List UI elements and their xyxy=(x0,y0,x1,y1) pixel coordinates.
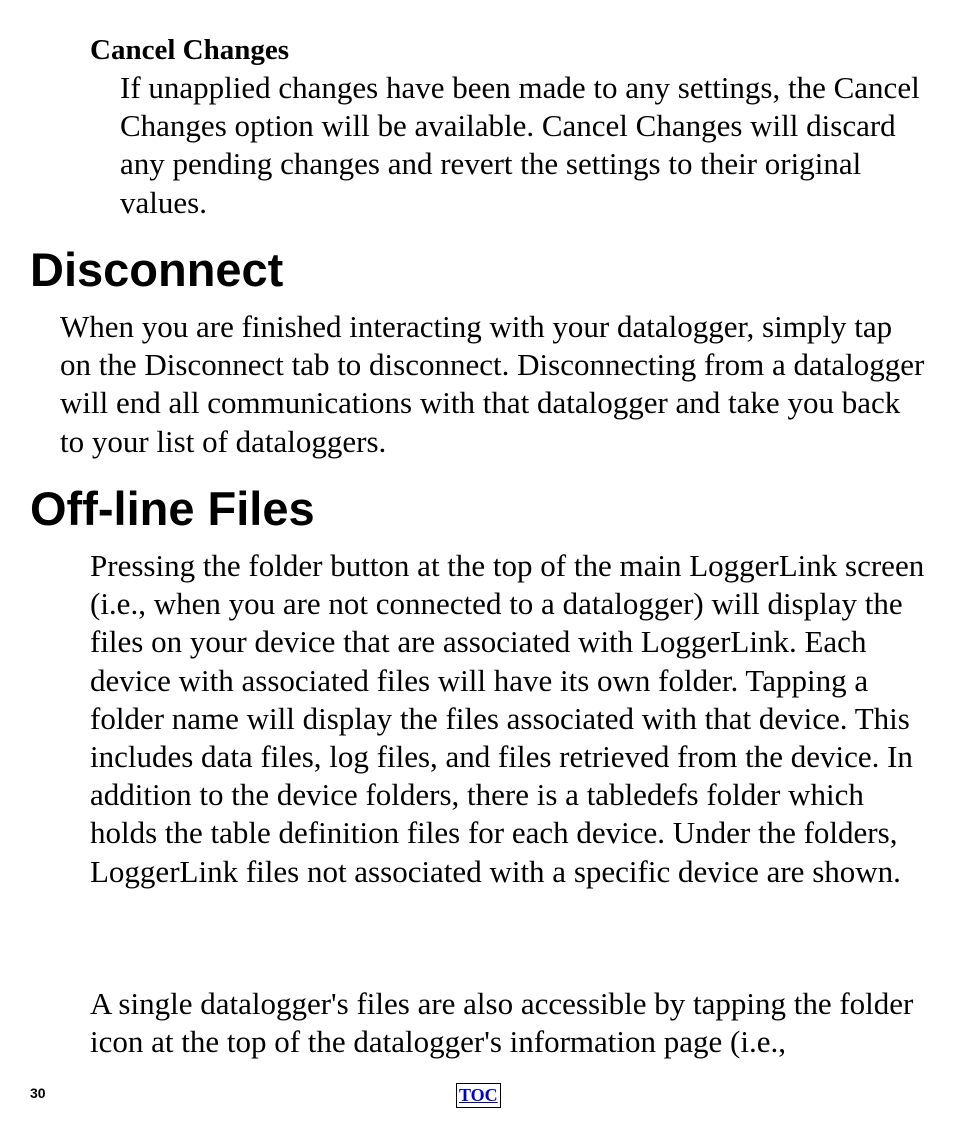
disconnect-text: When you are finished interacting with your datalogger, simply tap on the Disconnect tab to disconnect. Disconnecting from a datalogger will end all communications with that datalogger and take you back to your list of dataloggers. xyxy=(60,309,925,459)
offline-files-paragraph-2: A single datalogger's files are also accessible by tapping the folder icon at the top of the datalogger's information page (i.e., xyxy=(90,986,914,1060)
cancel-changes-heading: Cancel Changes xyxy=(90,34,289,66)
disconnect-heading: Disconnect xyxy=(30,243,284,296)
toc-link[interactable]: TOC xyxy=(456,1083,501,1108)
offline-files-heading: Off-line Files xyxy=(30,482,315,535)
offline-files-paragraph-1: Pressing the folder button at the top of the main LoggerLink screen (i.e., when you are not connected to a datalogger) will display the files on your device that are associated with LoggerLink. Each device with associated files will have its own folder. Tapping a folder name will display the files associated with that device. This includes data files, log files, and files retrieved from the device. In addition to the device folders, there is a tabledefs folder which holds the table definition files for each device. Under the folders, LoggerLink files not associated with a specific device are shown. xyxy=(90,548,925,889)
cancel-changes-text: If unapplied changes have been made to any settings, the Cancel Changes option will be available. Cancel Changes will discard any pending changes and revert the settings to their original values. xyxy=(120,70,920,220)
page-number: 30 xyxy=(30,1085,46,1101)
